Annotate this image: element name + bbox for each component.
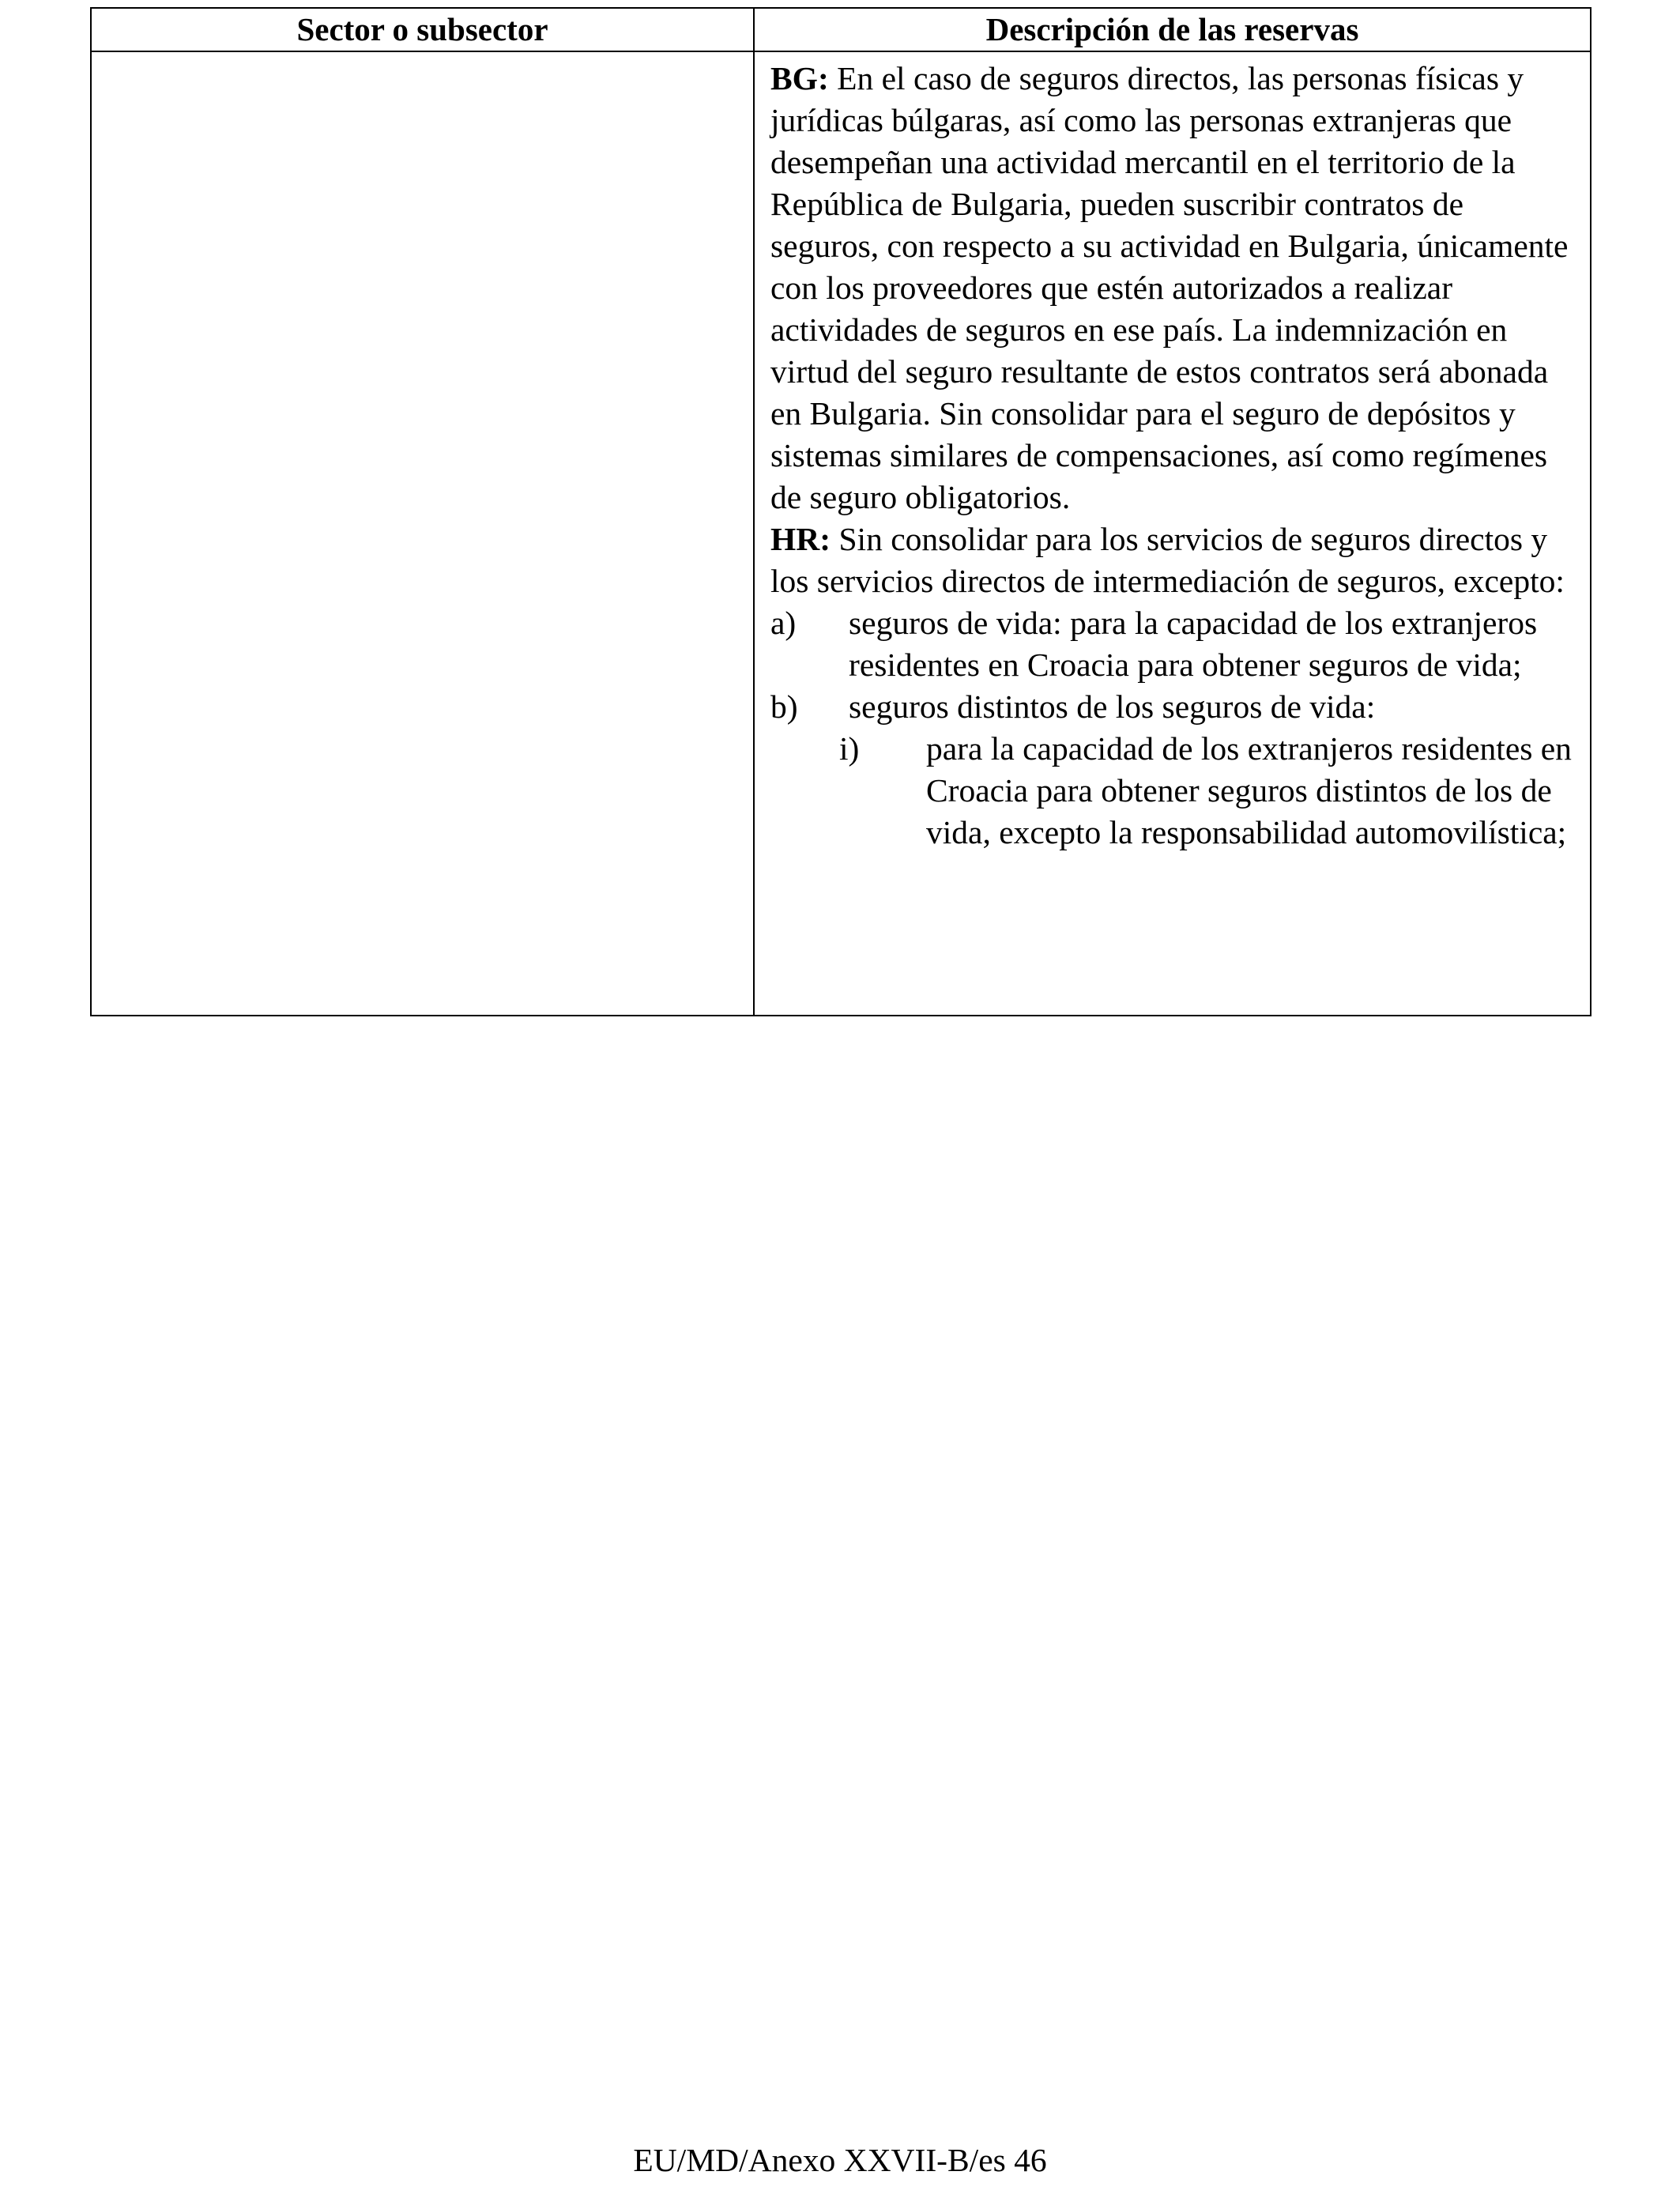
reservations-table	[90, 7, 1591, 1016]
list-marker: a)	[770, 605, 797, 641]
hr-reservation-text: Sin consolidar para los servicios de seguros directos y los servicios directos de intermediación de seguros, excepto:	[770, 521, 1565, 599]
list-item-text: seguros distintos de los seguros de vida:	[849, 688, 1376, 725]
list-item	[770, 602, 1574, 686]
sub-list-item	[770, 728, 1574, 854]
header-description: Descripción de las reservas	[754, 8, 1591, 51]
sector-cell	[91, 51, 754, 1016]
bg-reservation	[770, 58, 1574, 518]
table-header-row	[91, 8, 1591, 51]
sub-list-item-text: para la capacidad de los extranjeros residentes en Croacia para obtener seguros distintos de los de vida, excepto la responsabilidad automovilística;	[926, 730, 1572, 850]
table-row	[91, 51, 1591, 1016]
description-cell	[754, 51, 1591, 1016]
bg-reservation-text: En el caso de seguros directos, las personas físicas y jurídicas búlgaras, así como las personas extranjeras que desempeñan una actividad mercantil en el territorio de la República de Bulgaria, pueden suscribir contratos de seguros, con respecto a su actividad en Bulgaria, únicamente con los proveedores que estén autorizados a realizar actividades de seguros en ese país. La indemnización en virtud del seguro resultante de estos contratos será abonada en Bulgaria. Sin consolidar para el seguro de depósitos y sistemas similares de compensaciones, así como regímenes de seguro obligatorios.	[770, 60, 1569, 515]
sub-list-marker: i)	[839, 730, 860, 767]
list-item-text: seguros de vida: para la capacidad de los extranjeros residentes en Croacia para obtener seguros de vida;	[849, 605, 1538, 683]
list-marker: b)	[770, 688, 798, 725]
header-sector: Sector o subsector	[91, 8, 754, 51]
country-code-bg: BG:	[770, 60, 829, 96]
hr-reservation	[770, 518, 1574, 602]
page-footer-reference: EU/MD/Anexo XXVII-B/es 46	[633, 2142, 1047, 2178]
list-item	[770, 686, 1574, 728]
country-code-hr: HR:	[770, 521, 831, 557]
